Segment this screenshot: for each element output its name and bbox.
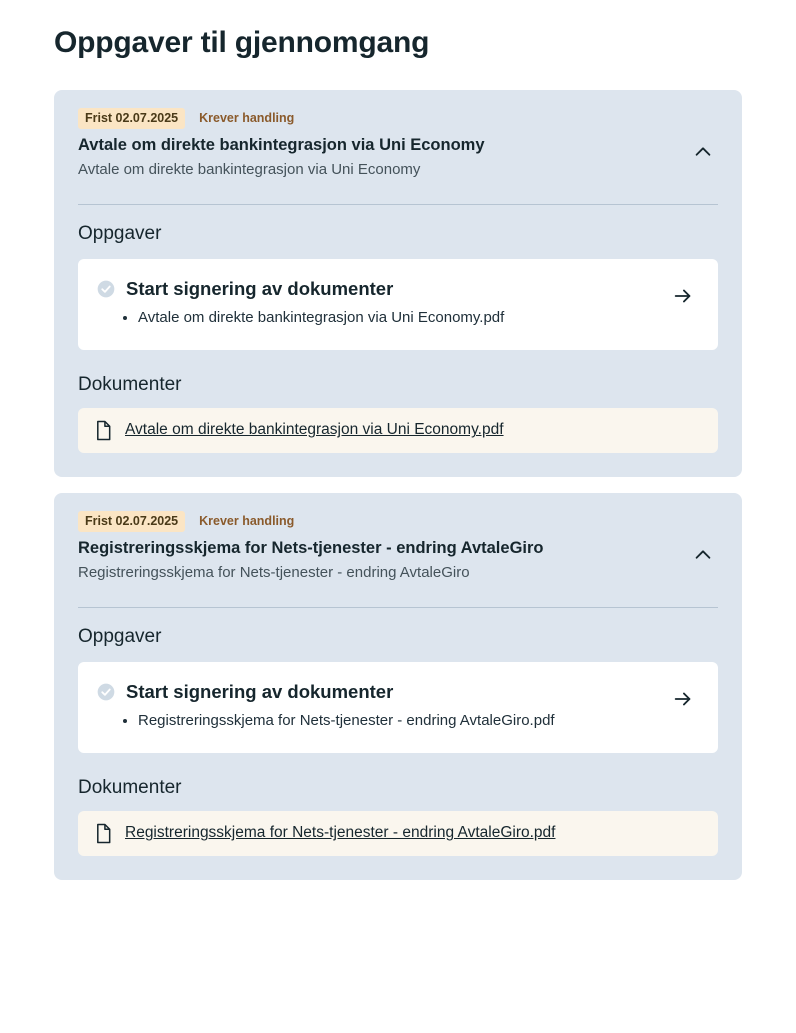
card-title: Registreringsskjema for Nets-tjenester - endring AvtaleGiro — [78, 538, 544, 557]
document-link[interactable]: Registreringsskjema for Nets-tjenester - endring AvtaleGiro.pdf — [125, 824, 556, 842]
task-file-list — [96, 307, 660, 330]
status-badge-action: Krever handling — [199, 513, 295, 528]
task-item[interactable] — [78, 662, 718, 753]
check-circle-icon — [96, 279, 116, 299]
task-file-item: • Registreringsskjema for Nets-tjenester - endring AvtaleGiro.pdf — [138, 710, 660, 733]
task-card — [54, 90, 742, 477]
card-header — [78, 135, 718, 180]
document-row[interactable] — [78, 408, 718, 453]
task-header — [96, 277, 660, 300]
task-item[interactable] — [78, 259, 718, 350]
task-title: Start signering av dokumenter — [126, 681, 394, 703]
card-subtitle: Avtale om direkte bankintegrasjon via Uni Economy — [78, 161, 421, 179]
chevron-up-icon — [692, 554, 714, 569]
tasks-heading: Oppgaver — [78, 223, 162, 245]
badge-group — [78, 511, 718, 532]
chevron-up-icon — [692, 151, 714, 166]
page-title: Oppgaver til gjennomgang — [54, 26, 430, 59]
status-badge-action: Krever handling — [199, 111, 295, 125]
documents-heading: Dokumenter — [78, 776, 182, 798]
badge-group — [78, 108, 718, 129]
open-task-button[interactable] — [670, 686, 696, 712]
file-document-icon — [94, 823, 113, 844]
task-title: Start signering av dokumenter — [126, 278, 394, 300]
status-badge-deadline: Frist 02.07.2025 — [78, 108, 185, 129]
document-row[interactable] — [78, 811, 718, 856]
card-header-text — [78, 538, 676, 583]
arrow-right-icon — [672, 295, 694, 310]
card-title: Avtale om direkte bankintegrasjon via Uni Economy — [78, 135, 485, 154]
status-badge-deadline: Frist 02.07.2025 — [78, 511, 185, 532]
document-link[interactable]: Avtale om direkte bankintegrasjon via Uni Economy.pdf — [125, 421, 504, 439]
task-card — [54, 493, 742, 880]
divider — [78, 607, 718, 608]
collapse-toggle-button[interactable] — [688, 540, 718, 570]
documents-heading: Dokumenter — [78, 373, 182, 395]
check-circle-icon — [96, 682, 116, 702]
card-header — [78, 538, 718, 583]
tasks-heading: Oppgaver — [78, 626, 162, 648]
task-content — [96, 680, 660, 733]
task-content — [96, 277, 660, 330]
open-task-button[interactable] — [670, 283, 696, 309]
file-document-icon — [94, 420, 113, 441]
card-subtitle: Registreringsskjema for Nets-tjenester - endring AvtaleGiro — [78, 564, 470, 582]
card-header-text — [78, 135, 676, 180]
task-file-list — [96, 710, 660, 733]
task-file-item: • Avtale om direkte bankintegrasjon via Uni Economy.pdf — [138, 307, 660, 330]
arrow-right-icon — [672, 698, 694, 713]
task-header — [96, 680, 660, 703]
divider — [78, 204, 718, 205]
collapse-toggle-button[interactable] — [688, 137, 718, 167]
